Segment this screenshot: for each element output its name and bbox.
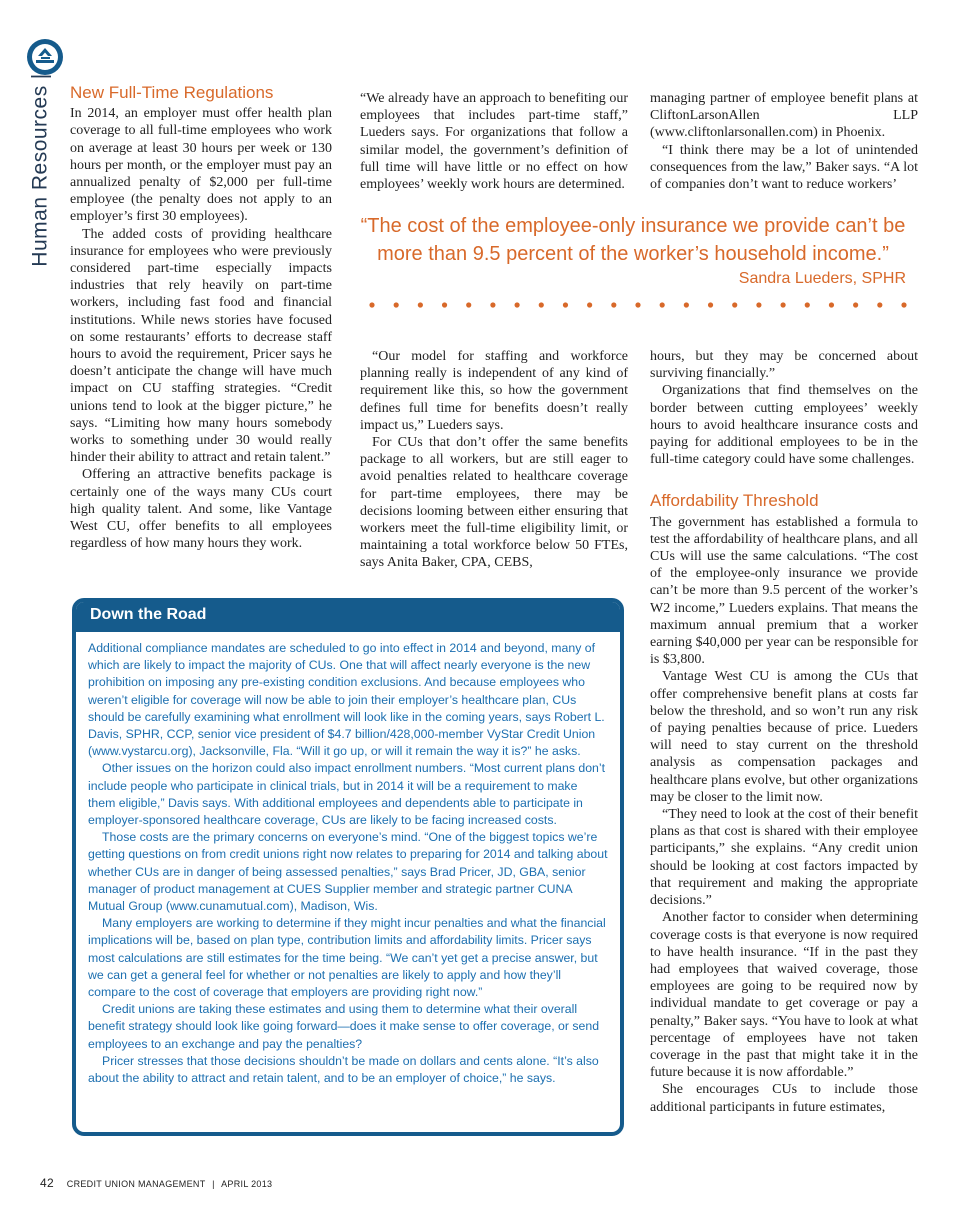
column-3-top xyxy=(650,90,918,193)
sidebar-down-the-road xyxy=(72,598,624,1136)
footer-separator: | xyxy=(212,1179,215,1189)
divider-dot xyxy=(635,302,640,307)
pull-quote-text: “The cost of the employee-only insurance we provide can’t be more than 9.5 percent of the worker’s household income.” xyxy=(360,215,906,265)
sidebar-paragraph: Pricer stresses that those decisions shouldn’t be made on dollars and cents alone. “It’s also about the ability to attract and retain talent, and to be an employer of choice,” he says. xyxy=(88,1053,599,1086)
divider-dot xyxy=(611,302,616,307)
column-3-bottom xyxy=(650,348,918,1116)
dotted-divider xyxy=(368,298,908,312)
divider-dot xyxy=(394,302,399,307)
divider-dot xyxy=(708,302,713,307)
paragraph: In 2014, an employer must offer health plan coverage to all full-time employees who work on average at least 30 hours per week or 130 hours per month, or the employer must pay an annualized penalty of $2,000 per full-time employee (the penalty does not apply to an employer’s first 30 employees). xyxy=(70,106,332,225)
divider-dot xyxy=(829,302,834,307)
divider-dot xyxy=(805,302,810,307)
section-label xyxy=(14,73,68,267)
heading-affordability-threshold: Affordability Threshold xyxy=(650,491,819,511)
paragraph: Vantage West CU is among the CUs that offer comprehensive benefit plans at costs far below the threshold, and so won’t run any risk of paying penalties because of price. Lueders will need to stay current on the threshold analysis as compensation packages and healthcare plans evolve, but other organizations may be closer to the limit now. xyxy=(650,669,918,805)
paragraph: For CUs that don’t offer the same benefits package to all workers, but are still eager to avoid penalties related to healthcare coverage for part-time employees, there may be decisions looming between either ensuring that workers meet the full-time eligibility limit, or maintaining a total workforce below 50 FTEs, says Anita Baker, CPA, CEBS, xyxy=(360,435,628,571)
divider-dot xyxy=(684,302,689,307)
paragraph: “We already have an approach to benefiting our employees that includes part-time staff,” Lueders says. For organizations that follow a similar model, the government’s definition of full time will have little or no effect on how employees’ weekly work hours are determined. xyxy=(360,91,628,193)
sidebar-paragraph: Additional compliance mandates are scheduled to go into effect in 2014 and beyond, many of which are likely to impact the majority of CUs. One that will affect nearly everyone is the new prohibition on imposing any pre-existing condition exclusions. And because employees who weren’t eligible for coverage will now be able to join their employer’s healthcare plan, CUs should be carefully examining what enrollment will look like in the coming years, says Robert L. Davis, SPHR, CCP, senior vice president of $4.7 billion/428,000-member VyStar Credit Union (www.vystarcu.org), Jacksonville, Fla. “Will it go up, or will it remain the way it is?” he asks. xyxy=(88,641,605,759)
paragraph: Organizations that find themselves on the border between cutting employees’ weekly hours to avoid healthcare insurance costs and paying for additional employees to be in the full-time category could have some challenges. xyxy=(650,383,918,468)
divider-dot xyxy=(539,302,544,307)
paragraph: managing partner of employee benefit plans at CliftonLarsonAllen LLP (www.cliftonlarsonallen.com) in Phoenix. xyxy=(650,91,918,141)
sidebar-paragraph: Many employers are working to determine if they might incur penalties and what the financial implications will be, based on plan type, contribution limits and affordability limits. Pricer says most calculations are still estimates for the time being. “We can’t yet get a precise answer, but we can get a general feel for whether or not penalties are likely to apply and how they’ll compare to the cost of coverage that employers are providing right now.” xyxy=(88,916,606,1000)
sidebar-paragraph: Other issues on the horizon could also impact enrollment numbers. “Most current plans don’t include people who participate in clinical trials, but in 2014 it will be a requirement to make them eligible,” Davis says. With additional employees and dependents able to participate in employer-sponsored healthcare coverage, CUs are likely to be facing increased costs. xyxy=(88,761,606,828)
sidebar-header xyxy=(76,602,620,632)
sidebar-title: Down the Road xyxy=(90,606,207,623)
sidebar-body xyxy=(76,632,620,1087)
divider-dot xyxy=(877,302,882,307)
section-divider: | xyxy=(29,73,52,80)
divider-dot xyxy=(466,302,471,307)
paragraph: “I think there may be a lot of unintended consequences from the law,” Baker says. “A lot of companies don’t want to reduce workers’ xyxy=(650,142,918,193)
divider-dot xyxy=(418,302,423,307)
divider-dot xyxy=(732,302,737,307)
paragraph: Offering an attractive benefits package is certainly one of the ways many CUs court high quality talent. And some, like Vantage West CU, offer benefits to all employees regardless of how many hours they work. xyxy=(70,467,332,552)
divider-dot xyxy=(780,302,785,307)
page-footer xyxy=(40,1176,272,1190)
pull-quote-attribution: Sandra Lueders, SPHR xyxy=(738,270,906,287)
heading-new-full-time-regulations: New Full-Time Regulations xyxy=(70,83,274,102)
paragraph: hours, but they may be concerned about surviving financially.” xyxy=(650,349,918,382)
divider-dot xyxy=(660,302,665,307)
sidebar-paragraph: Those costs are the primary concerns on everyone’s mind. “One of the biggest topics we’re getting questions on from credit unions right now relates to preparing for 2014 and talking about whether CUs are in danger of being assessed penalties,” says Brad Pricer, JD, GBA, senior manager of product management at CUES Supplier member and strategic partner CUNA Mutual Group (www.cunamutual.com), Madison, Wis. xyxy=(88,830,608,914)
divider-dot xyxy=(514,302,519,307)
paragraph: “Our model for staffing and workforce planning really is independent of any kind of requirement like this, so how the government defines full time for benefits doesn’t really impact us,” Lueders says. xyxy=(360,349,628,433)
divider-dot xyxy=(756,302,761,307)
divider-dot xyxy=(369,302,374,307)
paragraph: Another factor to consider when determining coverage costs is that everyone is now required to have health insurance. “If in the past they had employees that waived coverage, those employees are going to be required now by individual mandate to get coverage or pay a penalty,” Baker says. “You have to look at what percentage of employees have not taken coverage in the past that might take it in the future because it is now affordable.” xyxy=(650,910,918,1081)
paragraph: The government has established a formula to test the affordability of healthcare plans, and all CUs will use the same calculations. “The cost of the employee-only insurance we provide can’t be more than 9.5 percent of the worker’s W2 income,” Lueders explains. That means the maximum annual premium that a worker earning $40,000 per year can be responsible for is $3,800. xyxy=(650,514,918,668)
cu-logo-icon xyxy=(26,38,64,76)
divider-dot xyxy=(490,302,495,307)
column-1 xyxy=(70,84,332,552)
page-number: 42 xyxy=(40,1176,54,1190)
column-2-bottom xyxy=(360,348,628,572)
paragraph: “They need to look at the cost of their benefit plans as that cost is shared with their employee participants,” she explains. “Any credit union should be looking at cost factors impacted by that requirement and making the appropriate decisions.” xyxy=(650,807,918,909)
divider-dot xyxy=(853,302,858,307)
sidebar-paragraph: Credit unions are taking these estimates and using them to determine what their overall benefit strategy should look like going forward—does it make sense to offer coverage, or send employees to an exchange and pay the penalties? xyxy=(88,1002,600,1051)
paragraph: She encourages CUs to include those additional participants in future estimates, xyxy=(650,1082,918,1115)
divider-dot xyxy=(563,302,568,307)
issue-date: APRIL 2013 xyxy=(221,1179,273,1189)
pull-quote xyxy=(360,212,906,288)
publication-name: CREDIT UNION MANAGEMENT xyxy=(66,1179,206,1189)
divider-dot xyxy=(587,302,592,307)
divider-dot xyxy=(442,302,447,307)
section-label-text: Human Resources xyxy=(29,85,52,267)
column-2-top xyxy=(360,90,628,193)
divider-dot xyxy=(901,302,906,307)
paragraph: The added costs of providing healthcare insurance for employees who were previously considered part-time especially impacts industries that rely heavily on part-time workers, including fast food and financial institutions. While news stories have focused on some restaurants’ efforts to decrease staff hours to avoid the requirement, Pricer says he doesn’t anticipate the change will have much impact on CU staffing strategies. “Credit unions tend to look at the bigger picture,” he says. “Limiting how many hours somebody works to something under 30 would really hinder their ability to attract and retain talent.” xyxy=(70,226,332,466)
